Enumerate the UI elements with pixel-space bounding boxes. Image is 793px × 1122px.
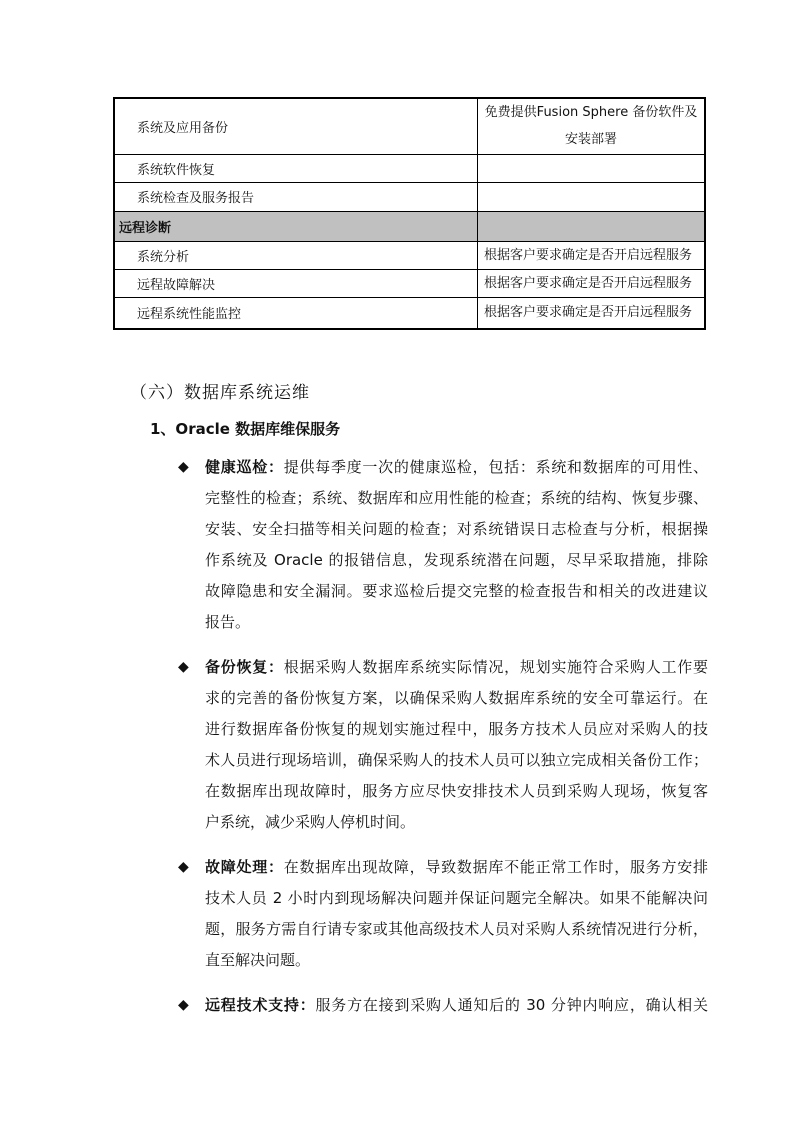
diamond-bullet-icon: ◆ bbox=[178, 659, 189, 675]
service-item: 远程故障解决 bbox=[114, 269, 478, 297]
service-note bbox=[478, 182, 706, 211]
body-line: 报告。 bbox=[205, 613, 251, 631]
body-line: 远程技术支持：服务方在接到采购人通知后的 30 分钟内响应，确认相关 bbox=[205, 996, 708, 1014]
body-line: 健康巡检：提供每季度一次的健康巡检，包括：系统和数据库的可用性、 bbox=[205, 458, 708, 476]
bullet-item bbox=[178, 990, 708, 1021]
service-note: 根据客户要求确定是否开启远程服务 bbox=[478, 297, 706, 329]
bullet-list bbox=[178, 452, 708, 1035]
service-item: 系统分析 bbox=[114, 241, 478, 269]
bullet-lead: 备份恢复： bbox=[205, 658, 284, 676]
body-line: 技术人员 2 小时内到现场解决问题并保证问题完全解决。如果不能解决问 bbox=[205, 889, 708, 907]
service-item: 系统及应用备份 bbox=[114, 98, 478, 154]
service-note: 根据客户要求确定是否开启远程服务 bbox=[478, 269, 706, 297]
bullet-lead: 健康巡检： bbox=[205, 458, 284, 476]
bullet-lead: 远程技术支持： bbox=[205, 996, 316, 1014]
body-line: 户系统，减少采购人停机时间。 bbox=[205, 813, 416, 831]
table-row bbox=[114, 182, 705, 211]
service-note: 根据客户要求确定是否开启远程服务 bbox=[478, 241, 706, 269]
body-line: 进行数据库备份恢复的规划实施过程中，服务方技术人员应对采购人的技 bbox=[205, 720, 708, 738]
service-note bbox=[478, 154, 706, 182]
table-row bbox=[114, 241, 705, 269]
body-line: 直至解决问题。 bbox=[205, 951, 311, 969]
table-row bbox=[114, 269, 705, 297]
service-item: 远程系统性能监控 bbox=[114, 297, 478, 329]
body-line: 题，服务方需自行请专家或其他高级技术人员对采购人系统情况进行分析， bbox=[205, 920, 708, 938]
diamond-bullet-icon: ◆ bbox=[178, 997, 189, 1013]
body-line: 故障隐患和安全漏洞。要求巡检后提交完整的检查报告和相关的改进建议 bbox=[205, 582, 708, 600]
bullet-lead: 故障处理： bbox=[205, 858, 284, 876]
body-line: 作系统及 Oracle 的报错信息，发现系统潜在问题，尽早采取措施，排除 bbox=[205, 551, 708, 569]
bullet-item bbox=[178, 452, 708, 638]
service-item: 系统检查及服务报告 bbox=[114, 182, 478, 211]
table-row bbox=[114, 211, 705, 241]
table-row bbox=[114, 98, 705, 154]
body-line: 备份恢复：根据采购人数据库系统实际情况，规划实施符合采购人工作要 bbox=[205, 658, 708, 676]
table-row bbox=[114, 297, 705, 329]
body-line: 完整性的检查；系统、数据库和应用性能的检查；系统的结构、恢复步骤、 bbox=[205, 489, 708, 507]
sub-heading: 1、Oracle 数据库维保服务 bbox=[150, 420, 341, 438]
service-note: 免费提供Fusion Sphere 备份软件及 安装部署 bbox=[478, 98, 706, 154]
diamond-bullet-icon: ◆ bbox=[178, 859, 189, 875]
diamond-bullet-icon: ◆ bbox=[178, 459, 189, 475]
table-row bbox=[114, 154, 705, 182]
body-line: 在数据库出现故障时，服务方应尽快安排技术人员到采购人现场，恢复客 bbox=[205, 782, 708, 800]
bullet-item bbox=[178, 652, 708, 838]
service-item: 系统软件恢复 bbox=[114, 154, 478, 182]
body-line: 故障处理：在数据库出现故障，导致数据库不能正常工作时，服务方安排 bbox=[205, 858, 708, 876]
section-heading: （六）数据库系统运维 bbox=[130, 383, 310, 403]
body-line: 安装、安全扫描等相关问题的检查；对系统错误日志检查与分析，根据操 bbox=[205, 520, 708, 538]
service-table bbox=[113, 97, 706, 330]
body-line: 求的完善的备份恢复方案，以确保采购人数据库系统的安全可靠运行。在 bbox=[205, 689, 708, 707]
service-note bbox=[478, 211, 706, 241]
body-line: 术人员进行现场培训，确保采购人的技术人员可以独立完成相关备份工作； bbox=[205, 751, 708, 769]
bullet-item bbox=[178, 852, 708, 976]
service-item: 远程诊断 bbox=[114, 211, 478, 241]
